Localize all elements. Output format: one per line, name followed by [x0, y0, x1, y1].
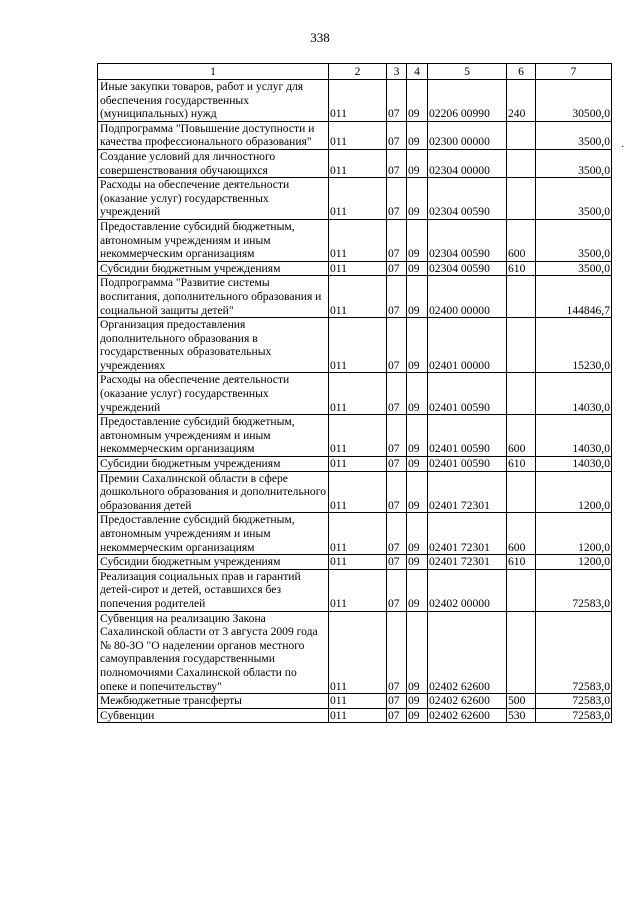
row-admin-code-cell: 011 — [329, 569, 387, 611]
row-expense-type-cell: 530 — [507, 708, 536, 723]
row-subsection-cell: 09 — [407, 555, 428, 570]
row-expense-type-cell: 240 — [507, 80, 536, 122]
row-name-cell: Предоставление субсидий бюджетным, автономным учреждениям и иным некоммерческим организациям — [98, 415, 329, 457]
row-section-cell: 07 — [387, 694, 407, 709]
row-amount-cell: 3500,0 — [536, 121, 612, 149]
header-col-6: 6 — [507, 64, 536, 80]
row-subsection-cell: 09 — [407, 513, 428, 555]
row-section-cell: 07 — [387, 261, 407, 276]
table-row — [98, 121, 612, 149]
table-row — [98, 513, 612, 555]
row-admin-code-cell: 011 — [329, 318, 387, 373]
row-admin-code-cell: 011 — [329, 611, 387, 694]
row-name-cell: Организация предоставления дополнительного образования в государственных образовательных учреждениях — [98, 318, 329, 373]
row-name-cell: Субвенция на реализацию Закона Сахалинской области от 3 августа 2009 года № 80-ЗО "О наделении органов местного самоуправления государственными полномочиями Сахалинской области по опеке и попечительству" — [98, 611, 329, 694]
table-header — [98, 64, 612, 80]
row-admin-code-cell: 011 — [329, 373, 387, 415]
row-expense-type-cell — [507, 611, 536, 694]
row-name-cell: Предоставление субсидий бюджетным, автономным учреждениям и иным некоммерческим организациям — [98, 513, 329, 555]
row-expense-type-cell — [507, 569, 536, 611]
row-name-cell: Премии Сахалинской области в сфере дошкольного образования и дополнительного образования детей — [98, 471, 329, 513]
row-section-cell: 07 — [387, 149, 407, 177]
row-target-item-cell: 02402 62600 — [428, 694, 507, 709]
table-row — [98, 149, 612, 177]
table-row — [98, 555, 612, 570]
row-target-item-cell: 02206 00990 — [428, 80, 507, 122]
row-expense-type-cell: 500 — [507, 694, 536, 709]
row-expense-type-cell: 610 — [507, 555, 536, 570]
table-row — [98, 276, 612, 318]
row-amount-cell: 3500,0 — [536, 219, 612, 261]
row-amount-cell: 14030,0 — [536, 373, 612, 415]
row-amount-cell: 72583,0 — [536, 708, 612, 723]
row-admin-code-cell: 011 — [329, 471, 387, 513]
table-body — [98, 80, 612, 723]
row-admin-code-cell: 011 — [329, 708, 387, 723]
row-target-item-cell: 02304 00590 — [428, 219, 507, 261]
row-section-cell: 07 — [387, 121, 407, 149]
row-subsection-cell: 09 — [407, 276, 428, 318]
row-admin-code-cell: 011 — [329, 415, 387, 457]
row-target-item-cell: 02402 00000 — [428, 569, 507, 611]
row-amount-cell: 30500,0 — [536, 80, 612, 122]
table-row — [98, 569, 612, 611]
table-row — [98, 457, 612, 472]
row-section-cell: 07 — [387, 457, 407, 472]
row-admin-code-cell: 011 — [329, 513, 387, 555]
row-target-item-cell: 02402 62600 — [428, 611, 507, 694]
row-section-cell: 07 — [387, 415, 407, 457]
row-section-cell: 07 — [387, 373, 407, 415]
row-subsection-cell: 09 — [407, 373, 428, 415]
row-target-item-cell: 02304 00590 — [428, 261, 507, 276]
row-name-cell: Подпрограмма "Развитие системы воспитания, дополнительного образования и социальной защиты детей" — [98, 276, 329, 318]
row-subsection-cell: 09 — [407, 611, 428, 694]
row-admin-code-cell: 011 — [329, 261, 387, 276]
row-expense-type-cell — [507, 121, 536, 149]
row-admin-code-cell: 011 — [329, 178, 387, 220]
row-admin-code-cell: 011 — [329, 555, 387, 570]
row-expense-type-cell: 610 — [507, 261, 536, 276]
header-col-7: 7 — [536, 64, 612, 80]
header-col-2: 2 — [329, 64, 387, 80]
row-target-item-cell: 02401 72301 — [428, 513, 507, 555]
row-name-cell: Субвенции — [98, 708, 329, 723]
row-subsection-cell: 09 — [407, 415, 428, 457]
table-row — [98, 415, 612, 457]
row-admin-code-cell: 011 — [329, 149, 387, 177]
row-target-item-cell: 02401 72301 — [428, 471, 507, 513]
row-target-item-cell: 02401 00590 — [428, 415, 507, 457]
row-expense-type-cell — [507, 276, 536, 318]
row-target-item-cell: 02401 00000 — [428, 318, 507, 373]
row-expense-type-cell: 600 — [507, 219, 536, 261]
row-name-cell: Расходы на обеспечение деятельности (оказание услуг) государственных учреждений — [98, 178, 329, 220]
row-section-cell: 07 — [387, 276, 407, 318]
row-amount-cell: 1200,0 — [536, 513, 612, 555]
row-name-cell: Создание условий для личностного совершенствования обучающихся — [98, 149, 329, 177]
page-number: 338 — [310, 30, 330, 45]
header-col-4: 4 — [407, 64, 428, 80]
row-section-cell: 07 — [387, 555, 407, 570]
row-subsection-cell: 09 — [407, 149, 428, 177]
row-section-cell: 07 — [387, 513, 407, 555]
row-name-cell: Расходы на обеспечение деятельности (оказание услуг) государственных учреждений — [98, 373, 329, 415]
row-admin-code-cell: 011 — [329, 457, 387, 472]
table-row — [98, 219, 612, 261]
row-target-item-cell: 02401 00590 — [428, 373, 507, 415]
table-row — [98, 80, 612, 122]
row-section-cell: 07 — [387, 318, 407, 373]
row-subsection-cell: 09 — [407, 569, 428, 611]
row-section-cell: 07 — [387, 471, 407, 513]
budget-table — [97, 63, 612, 723]
row-amount-cell: 72583,0 — [536, 569, 612, 611]
scan-artifact-dot: · — [621, 142, 625, 153]
row-name-cell: Реализация социальных прав и гарантий детей-сирот и детей, оставшихся без попечения родителей — [98, 569, 329, 611]
row-amount-cell: 1200,0 — [536, 471, 612, 513]
table-row — [98, 318, 612, 373]
header-col-3: 3 — [387, 64, 407, 80]
row-admin-code-cell: 011 — [329, 694, 387, 709]
row-amount-cell: 3500,0 — [536, 149, 612, 177]
row-subsection-cell: 09 — [407, 318, 428, 373]
row-subsection-cell: 09 — [407, 708, 428, 723]
row-section-cell: 07 — [387, 611, 407, 694]
row-expense-type-cell — [507, 373, 536, 415]
row-admin-code-cell: 011 — [329, 121, 387, 149]
row-name-cell: Подпрограмма "Повышение доступности и качества профессионального образования" — [98, 121, 329, 149]
row-name-cell: Иные закупки товаров, работ и услуг для обеспечения государственных (муниципальных) нужд — [98, 80, 329, 122]
row-subsection-cell: 09 — [407, 80, 428, 122]
row-target-item-cell: 02304 00590 — [428, 178, 507, 220]
table-row — [98, 261, 612, 276]
row-amount-cell: 3500,0 — [536, 261, 612, 276]
row-expense-type-cell — [507, 149, 536, 177]
row-amount-cell: 72583,0 — [536, 611, 612, 694]
row-amount-cell: 15230,0 — [536, 318, 612, 373]
row-expense-type-cell: 600 — [507, 513, 536, 555]
row-expense-type-cell: 610 — [507, 457, 536, 472]
table-row — [98, 471, 612, 513]
row-section-cell: 07 — [387, 708, 407, 723]
row-amount-cell: 3500,0 — [536, 178, 612, 220]
row-target-item-cell: 02300 00000 — [428, 121, 507, 149]
row-amount-cell: 144846,7 — [536, 276, 612, 318]
row-amount-cell: 72583,0 — [536, 694, 612, 709]
table-row — [98, 611, 612, 694]
row-amount-cell: 14030,0 — [536, 457, 612, 472]
row-admin-code-cell: 011 — [329, 80, 387, 122]
row-name-cell: Субсидии бюджетным учреждениям — [98, 457, 329, 472]
table-row — [98, 708, 612, 723]
row-subsection-cell: 09 — [407, 261, 428, 276]
row-target-item-cell: 02402 62600 — [428, 708, 507, 723]
row-section-cell: 07 — [387, 569, 407, 611]
row-subsection-cell: 09 — [407, 219, 428, 261]
table-row — [98, 178, 612, 220]
row-target-item-cell: 02400 00000 — [428, 276, 507, 318]
table-row — [98, 373, 612, 415]
row-expense-type-cell — [507, 178, 536, 220]
row-name-cell: Межбюджетные трансферты — [98, 694, 329, 709]
row-subsection-cell: 09 — [407, 471, 428, 513]
row-admin-code-cell: 011 — [329, 219, 387, 261]
row-name-cell: Субсидии бюджетным учреждениям — [98, 261, 329, 276]
row-admin-code-cell: 011 — [329, 276, 387, 318]
row-name-cell: Предоставление субсидий бюджетным, автономным учреждениям и иным некоммерческим организациям — [98, 219, 329, 261]
row-subsection-cell: 09 — [407, 457, 428, 472]
row-expense-type-cell — [507, 318, 536, 373]
header-col-5: 5 — [428, 64, 507, 80]
row-section-cell: 07 — [387, 80, 407, 122]
row-expense-type-cell — [507, 471, 536, 513]
row-subsection-cell: 09 — [407, 694, 428, 709]
row-target-item-cell: 02304 00000 — [428, 149, 507, 177]
row-section-cell: 07 — [387, 178, 407, 220]
header-col-1: 1 — [98, 64, 329, 80]
row-name-cell: Субсидии бюджетным учреждениям — [98, 555, 329, 570]
row-subsection-cell: 09 — [407, 121, 428, 149]
table-row — [98, 694, 612, 709]
row-amount-cell: 14030,0 — [536, 415, 612, 457]
row-target-item-cell: 02401 72301 — [428, 555, 507, 570]
row-expense-type-cell: 600 — [507, 415, 536, 457]
row-amount-cell: 1200,0 — [536, 555, 612, 570]
row-section-cell: 07 — [387, 219, 407, 261]
row-subsection-cell: 09 — [407, 178, 428, 220]
row-target-item-cell: 02401 00590 — [428, 457, 507, 472]
